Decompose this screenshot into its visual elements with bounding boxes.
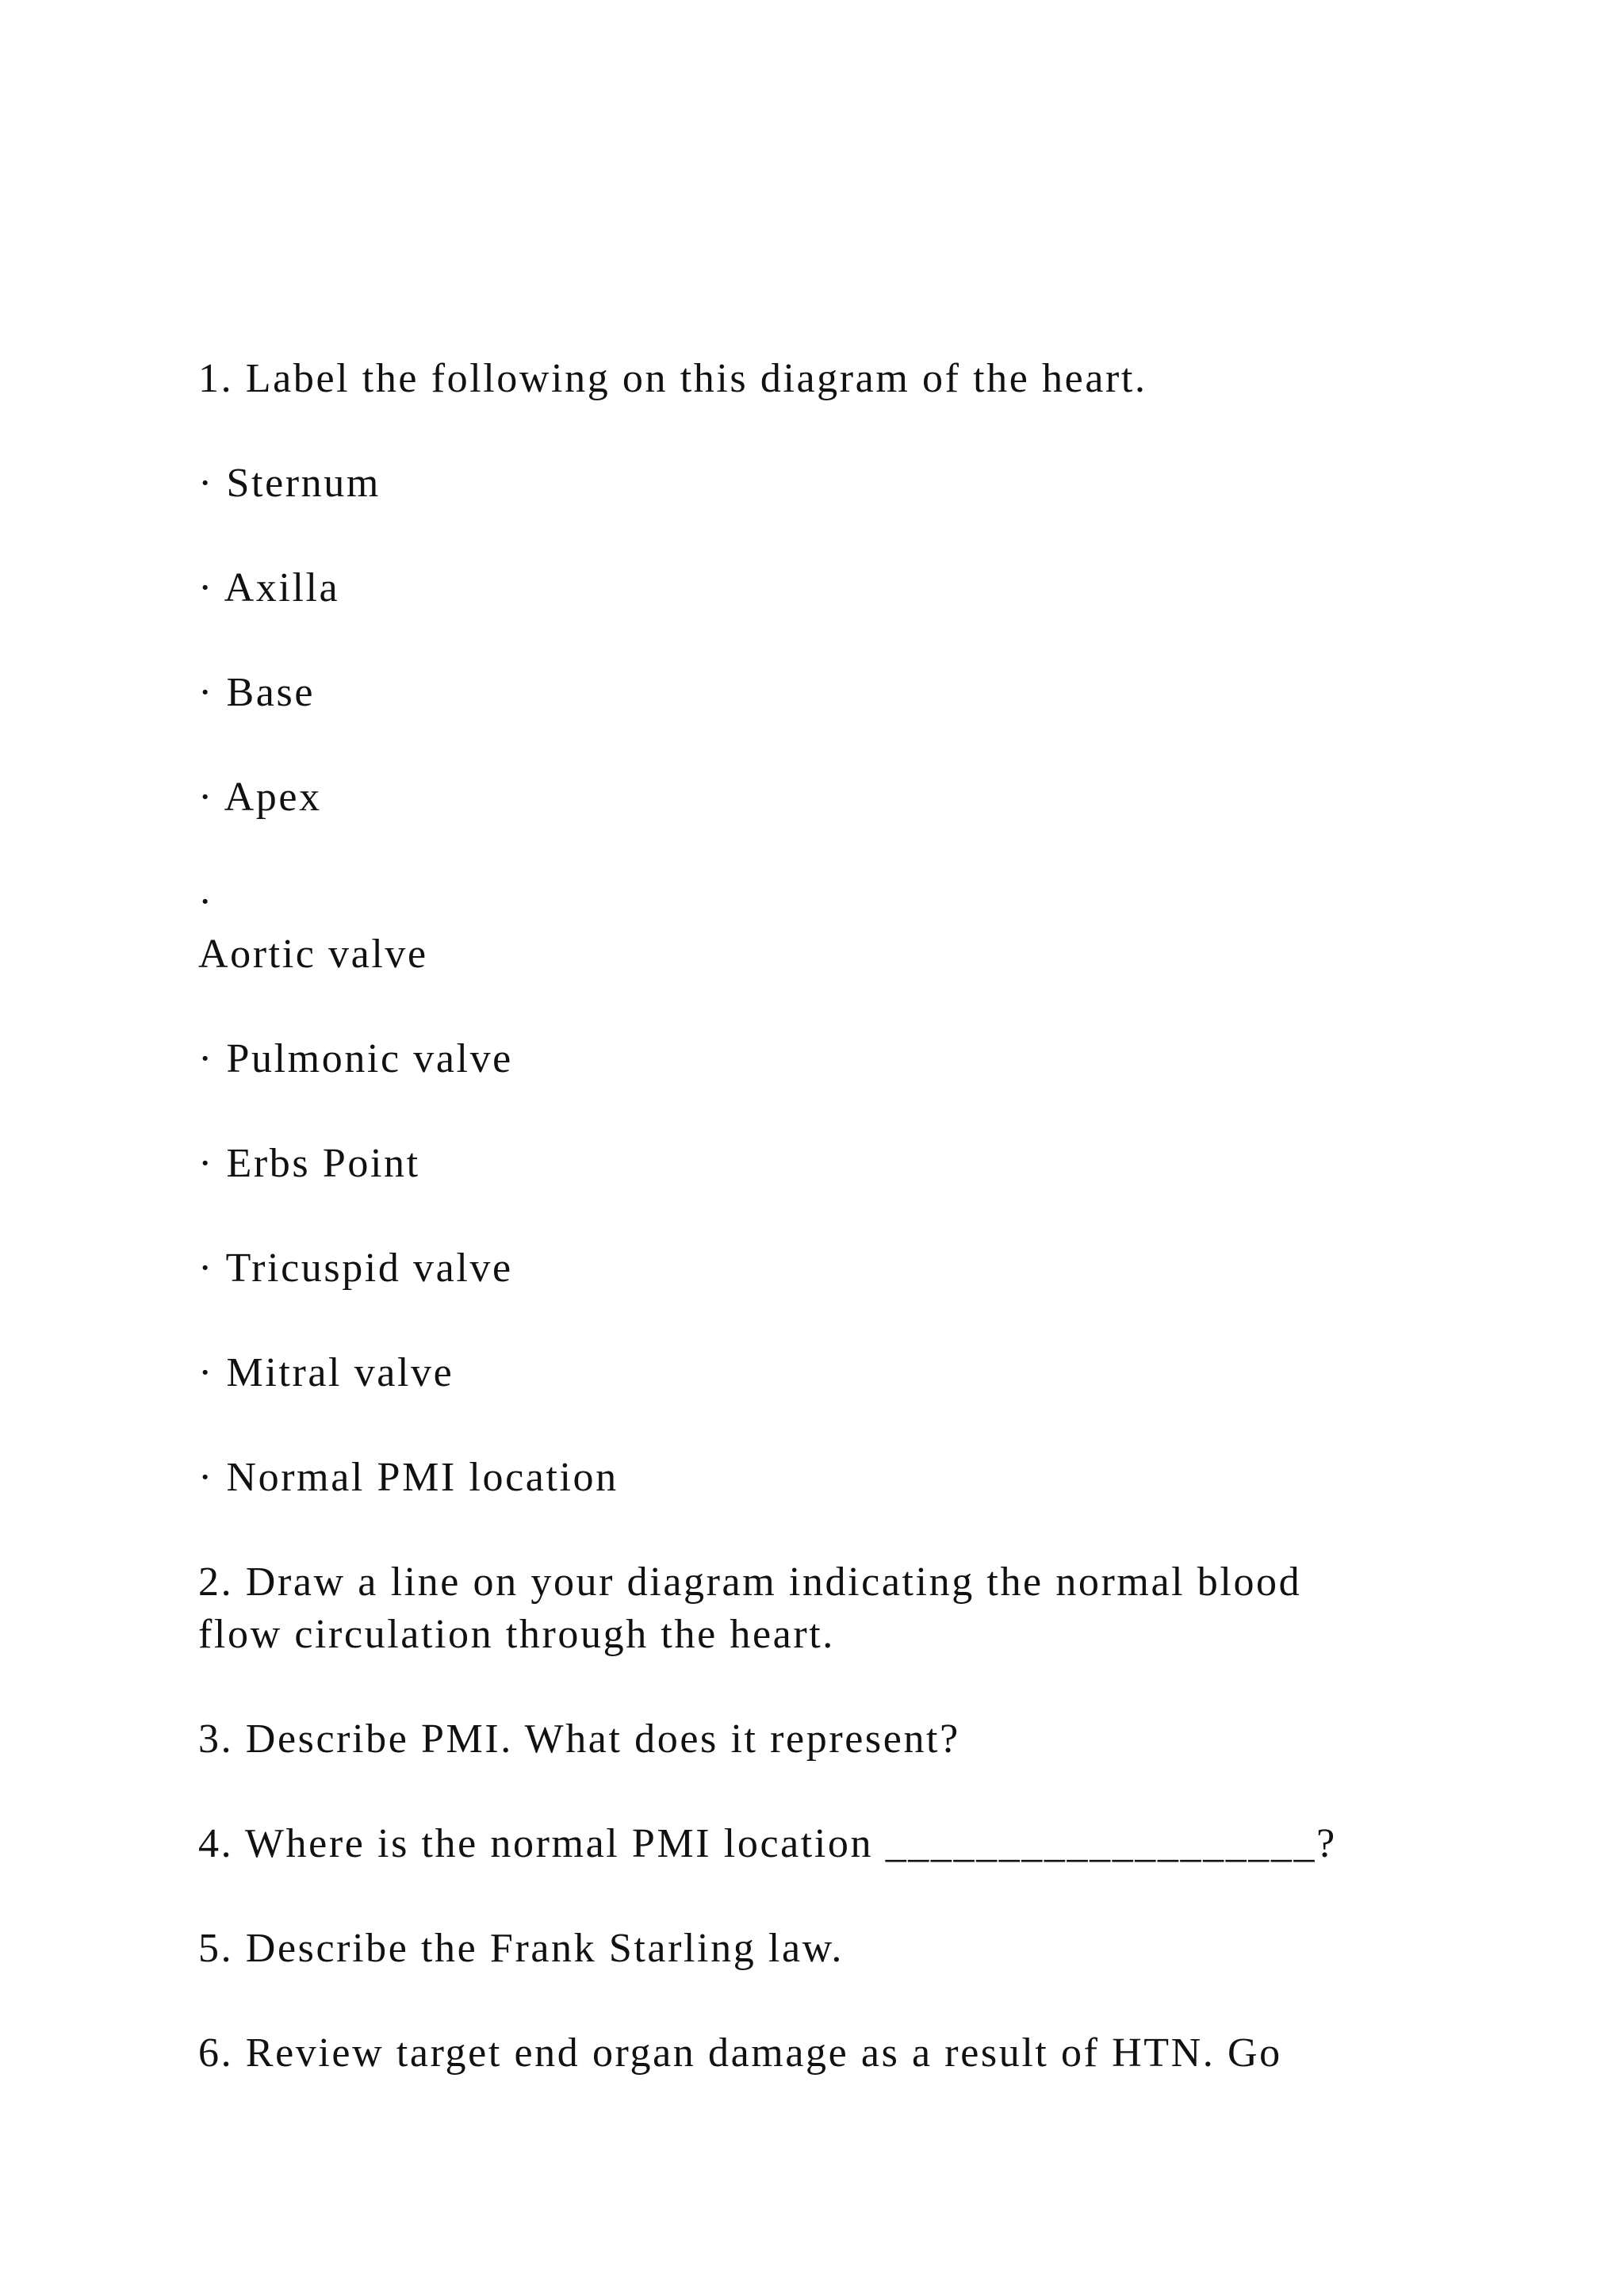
question-2-line-2: flow circulation through the heart. (198, 1612, 835, 1657)
list-item-sternum: · Sternum (198, 461, 381, 506)
list-item-base: · Base (198, 670, 315, 715)
question-1: 1. Label the following on this diagram of the heart. (198, 356, 1147, 401)
list-item-normal-pmi-location: · Normal PMI location (198, 1455, 619, 1500)
list-item-erbs-point: · Erbs Point (198, 1141, 420, 1186)
question-4: 4. Where is the normal PMI location ___________________? (198, 1821, 1337, 1866)
list-bullet-aortic: · (198, 879, 214, 924)
question-6: 6. Review target end organ damage as a result of HTN. Go (198, 2030, 1282, 2076)
question-5: 5. Describe the Frank Starling law. (198, 1926, 844, 1971)
question-3: 3. Describe PMI. What does it represent? (198, 1716, 960, 1762)
list-item-aortic-valve: Aortic valve (198, 932, 428, 977)
list-item-pulmonic-valve: · Pulmonic valve (198, 1036, 513, 1081)
list-item-axilla: · Axilla (198, 565, 340, 610)
list-item-tricuspid-valve: · Tricuspid valve (198, 1246, 513, 1291)
list-item-mitral-valve: · Mitral valve (198, 1350, 454, 1395)
list-item-apex: · Apex (198, 775, 322, 820)
question-2-line-1: 2. Draw a line on your diagram indicating the normal blood (198, 1559, 1302, 1605)
